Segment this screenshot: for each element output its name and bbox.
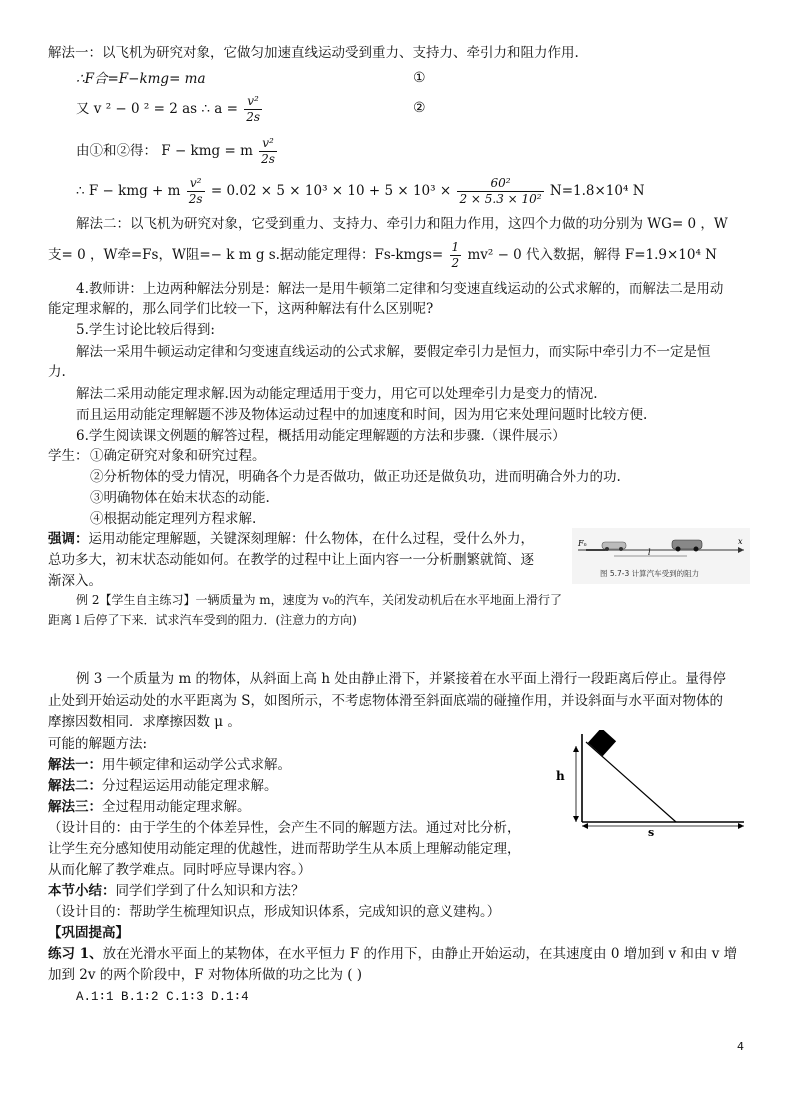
p5-d: 而且运用动能定理解题不涉及物体运动过程中的加速度和时间，因为用它来处理问题时比较方便. xyxy=(76,407,648,423)
force-label: Fₙ xyxy=(578,539,587,548)
m2-line2-b: mv² − 0 代入数据，解得 F=1.9×10⁴ N xyxy=(467,247,717,263)
p5-c: 解法二采用动能定理求解.因为动能定理适用于变力，用它可以处理牵引力是变力的情况. xyxy=(76,386,598,402)
step-3: ③明确物体在始末状态的动能. xyxy=(90,490,270,506)
p6: 6.学生阅读课文例题的解答过程，概括用动能定理解题的方法和步骤.（课件展示） xyxy=(76,428,566,444)
p5: 5.学生讨论比较后得到: xyxy=(76,322,215,338)
design-2: 让学生充分感知使用动能定理的优越性，进而帮助学生从本质上理解动能定理， xyxy=(48,841,521,857)
emphasis-label: 强调： xyxy=(48,531,89,547)
m1-intro: 解法一：以飞机为研究对象，它做匀加速直线运动受到重力、支持力、牵引力和阻力作用. xyxy=(48,45,579,61)
axis-label: x xyxy=(738,537,743,546)
student-label: 学生： xyxy=(48,448,89,464)
consolidate-heading: 【巩固提高】 xyxy=(48,925,129,941)
figure-caption: 图 5.7-3 计算汽车受到的阻力 xyxy=(600,569,700,578)
exercise-1-options: A.1∶1 B.1∶2 C.1∶3 D.1∶4 xyxy=(76,990,249,1004)
example-3-c: 摩擦因数相同．求摩擦因数 μ 。 xyxy=(48,714,241,730)
page-number: 4 xyxy=(737,1040,744,1053)
eq3-frac: $\frac{\text{v²}}{2s}$ xyxy=(261,136,275,166)
block xyxy=(588,730,616,756)
method-3-label: 解法三： xyxy=(48,799,102,815)
step-2: ②分析物体的受力情况，明确各个力是否做功，做正功还是做负功，进而明确合外力的功. xyxy=(90,469,621,485)
emphasis-line-1: 强调：运用动能定理解题，关键深刻理解：什么物体，在什么过程，受什么外力， xyxy=(48,531,534,547)
p4-a: 4.教师讲：上边两种解法分别是：解法一是用牛顿第二定律和匀变速直线运动的公式求解的，而解法二是用动 xyxy=(76,281,724,297)
summary-label: 本节小结： xyxy=(48,883,116,899)
m2-line2-a: 支= 0 ，W牵=Fs，W阻=− k m g s.据动能定理得：Fs-kmgs= xyxy=(48,247,444,263)
exercise-1-b: 加到 2v 的两个阶段中，F 对物体所做的功之比为 ( ) xyxy=(48,967,363,983)
eq1: ∴F合=F−kmg= ma xyxy=(76,71,206,87)
eq4-frac2: $\frac{\text{60²}}{\text{2 × 5.3 × 10²}}$ xyxy=(459,176,542,206)
eq4-mid: = 0.02 × 5 × 10³ × 10 + 5 × 10³ × xyxy=(210,183,452,199)
step-1: ①确定研究对象和研究过程。 xyxy=(90,448,266,464)
m2-frac: $\frac{1}{2}$ xyxy=(451,240,460,270)
methods-heading: 可能的解题方法: xyxy=(48,736,148,752)
eq3-prefix: 由①和②得： F − kmg = m xyxy=(76,143,253,159)
p5-b: 力. xyxy=(48,364,66,380)
eq2-frac: $\frac{\text{v²}}{2s}$ xyxy=(246,94,260,124)
method-2: 解法二：分过程运运用动能定理求解。 xyxy=(48,778,278,794)
example-2-b: 距离 l 后停了下来．试求汽车受到的阻力．(注意力的方向) xyxy=(48,613,357,627)
emphasis-line-2: 总功多大，初末状态动能如何。在教学的过程中让上面内容一一分析删繁就简、逐 xyxy=(48,552,534,568)
example-3-a: 例 3 一个质量为 m 的物体，从斜面上高 h 处由静止滑下，并紧接着在水平面上滑行一段距离后停止。量得停 xyxy=(76,671,726,687)
eq4-tail: N=1.8×10⁴ N xyxy=(549,183,645,199)
car-figure xyxy=(572,528,750,584)
summary: 本节小结：同学们学到了什么知识和方法？ xyxy=(48,883,305,899)
m2-intro: 解法二：以飞机为研究对象，它受到重力、支持力、牵引力和阻力作用，这四个力做的功分别为 WG= 0 ，W xyxy=(76,216,728,232)
method-2-label: 解法二： xyxy=(48,778,102,794)
method-3: 解法三：全过程用动能定理求解。 xyxy=(48,799,251,815)
slope-figure xyxy=(548,730,748,836)
length-label: l xyxy=(648,548,651,557)
example-2-a: 例 2【学生自主练习】一辆质量为 m，速度为 v₀的汽车，关闭发动机后在水平地面上滑行了 xyxy=(76,593,563,607)
exercise-1-a: 练习 1、放在光滑水平面上的某物体，在水平恒力 F 的作用下，由静止开始运动，在其速度由 0 增加到 v 和由 v 增 xyxy=(48,946,738,962)
eq2-prefix: 又 v ² − 0 ² = 2 as ∴ a = xyxy=(76,101,238,117)
design-summary: （设计目的：帮助学生梳理知识点，形成知识体系，完成知识的意义建构。） xyxy=(48,904,501,920)
eq4-frac: $\frac{\text{v²}}{2s}$ xyxy=(188,176,203,206)
eq2-num: ② xyxy=(413,100,426,116)
incline xyxy=(586,742,676,822)
design-1: （设计目的：由于学生的个体差异性，会产生不同的解题方法。通过对比分析， xyxy=(48,820,521,836)
step-4: ④根据动能定理列方程求解. xyxy=(90,511,257,527)
p5-a: 解法一采用牛顿运动定律和匀变速直线运动的公式求解，要假定牵引力是恒力，而实际中牵引力不一定是恒 xyxy=(76,344,711,360)
design-3: 从而化解了教学难点。同时呼应导课内容。） xyxy=(48,862,312,878)
s-label: s xyxy=(648,826,655,836)
eq4 xyxy=(76,172,645,210)
p4-b: 能定理求解的，那么同学们比较一下，这两种解法有什么区别呢? xyxy=(48,301,434,317)
eq4-prefix: ∴ F − kmg + m xyxy=(76,183,181,199)
emphasis-line-3: 渐深入。 xyxy=(48,573,102,589)
example-3-b: 止处到开始运动处的水平距离为 S，如图所示，不考虑物体滑至斜面底端的碰撞作用，并设斜面与水平面对物体的 xyxy=(48,693,724,709)
eq2 xyxy=(76,90,264,128)
exercise-1-label: 练习 1、 xyxy=(48,946,103,962)
method-1: 解法一：用牛顿定律和运动学公式求解。 xyxy=(48,757,291,773)
h-label: h xyxy=(556,769,565,783)
m2-line2 xyxy=(48,236,717,274)
eq1-num: ① xyxy=(413,70,426,86)
eq3 xyxy=(76,132,279,170)
method-1-label: 解法一： xyxy=(48,757,102,773)
